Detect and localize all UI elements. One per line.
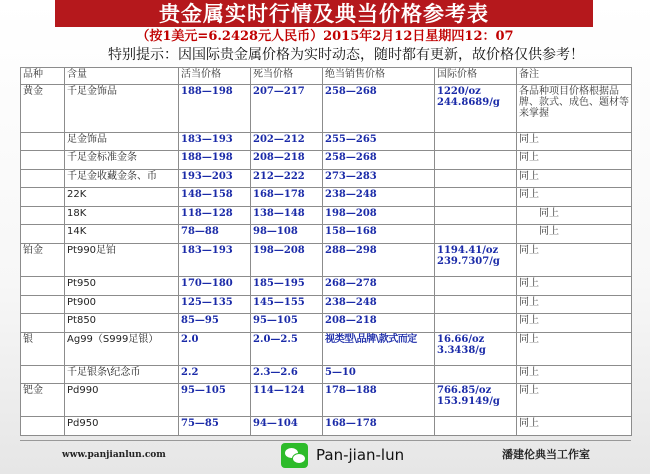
cell-name: Pd950 — [65, 417, 179, 436]
cell-live: 2.0 — [179, 332, 251, 365]
cell-intl: 16.66/oz 3.3438/g — [435, 332, 517, 365]
cell-dead: 168—178 — [251, 188, 323, 207]
footer-website: www.panjianlun.com — [62, 450, 166, 460]
table-row — [21, 276, 632, 295]
table-row — [21, 188, 632, 207]
cell-sale: 255—265 — [323, 132, 435, 151]
cell-sale: 178—188 — [323, 384, 435, 417]
footer-wechat-id: Pan-jian-lun — [316, 446, 405, 464]
cell-name: Pt950 — [65, 276, 179, 295]
cell-kind — [21, 295, 65, 314]
cell-sale: 158—168 — [323, 225, 435, 244]
cell-kind — [21, 132, 65, 151]
cell-dead: 207—217 — [251, 85, 323, 133]
cell-name: 千足金标准金条 — [65, 151, 179, 170]
cell-dead: 212—222 — [251, 169, 323, 188]
cell-dead: 145—155 — [251, 295, 323, 314]
cell-dead: 95—105 — [251, 314, 323, 333]
cell-dead: 114—124 — [251, 384, 323, 417]
cell-note: 同上 — [517, 295, 632, 314]
col-header-kind: 品种 — [21, 68, 65, 85]
wechat-icon — [281, 443, 308, 468]
cell-kind: 银 — [21, 332, 65, 365]
cell-live: 193—203 — [179, 169, 251, 188]
cell-name: Pt850 — [65, 314, 179, 333]
cell-kind — [21, 314, 65, 333]
exchange-rate-subtitle: （按1美元=6.2428元人民币）2015年2月12日星期四12：07 — [136, 29, 514, 44]
cell-intl — [435, 314, 517, 333]
cell-sale: 273—283 — [323, 169, 435, 188]
cell-kind — [21, 206, 65, 225]
table-row — [21, 85, 632, 133]
cell-live: 75—85 — [179, 417, 251, 436]
cell-live: 188—198 — [179, 151, 251, 170]
cell-dead: 2.3—2.6 — [251, 365, 323, 384]
col-header-dead-price: 死当价格 — [251, 68, 323, 85]
table-row — [21, 243, 632, 276]
cell-name: 14K — [65, 225, 179, 244]
cell-kind — [21, 365, 65, 384]
cell-dead: 98—108 — [251, 225, 323, 244]
cell-intl — [435, 188, 517, 207]
cell-name: Pd990 — [65, 384, 179, 417]
cell-live: 125—135 — [179, 295, 251, 314]
cell-live: 85—95 — [179, 314, 251, 333]
cell-name: 18K — [65, 206, 179, 225]
cell-live: 118—128 — [179, 206, 251, 225]
cell-dead: 185—195 — [251, 276, 323, 295]
cell-note: 同上 — [517, 169, 632, 188]
cell-note: 同上 — [517, 276, 632, 295]
cell-kind: 黄金 — [21, 85, 65, 133]
cell-note: 同上 — [517, 206, 632, 225]
cell-dead: 202—212 — [251, 132, 323, 151]
cell-dead: 198—208 — [251, 243, 323, 276]
col-header-note: 备注 — [517, 68, 632, 85]
cell-kind: 铂金 — [21, 243, 65, 276]
price-table — [20, 67, 632, 436]
cell-sale: 238—248 — [323, 188, 435, 207]
cell-intl — [435, 225, 517, 244]
cell-dead: 138—148 — [251, 206, 323, 225]
cell-note: 同上 — [517, 188, 632, 207]
cell-intl — [435, 417, 517, 436]
cell-live: 170—180 — [179, 276, 251, 295]
cell-kind — [21, 276, 65, 295]
cell-dead: 208—218 — [251, 151, 323, 170]
cell-live: 183—193 — [179, 243, 251, 276]
cell-sale: 168—178 — [323, 417, 435, 436]
table-row — [21, 332, 632, 365]
cell-note: 同上 — [517, 243, 632, 276]
cell-kind — [21, 151, 65, 170]
cell-note: 各品种项目价格根据品牌、款式、成色、题材等来掌握 — [517, 85, 632, 133]
cell-intl — [435, 365, 517, 384]
cell-sale: 258—268 — [323, 85, 435, 133]
cell-name: 22K — [65, 188, 179, 207]
cell-kind — [21, 225, 65, 244]
cell-sale: 268—278 — [323, 276, 435, 295]
cell-live: 148—158 — [179, 188, 251, 207]
table-header-row — [21, 68, 632, 85]
cell-note: 同上 — [517, 132, 632, 151]
cell-live: 95—105 — [179, 384, 251, 417]
col-header-live-price: 活当价格 — [179, 68, 251, 85]
table-row — [21, 314, 632, 333]
cell-kind: 钯金 — [21, 384, 65, 417]
cell-intl: 766.85/oz 153.9149/g — [435, 384, 517, 417]
table-row — [21, 384, 632, 417]
cell-note: 同上 — [517, 151, 632, 170]
cell-intl — [435, 169, 517, 188]
footer-divider — [20, 440, 631, 441]
cell-intl: 1220/oz 244.8689/g — [435, 85, 517, 133]
cell-name: 千足金饰品 — [65, 85, 179, 133]
table-row — [21, 225, 632, 244]
cell-note: 同上 — [517, 417, 632, 436]
cell-name: Pt990足铂 — [65, 243, 179, 276]
cell-sale: 208—218 — [323, 314, 435, 333]
table-row — [21, 169, 632, 188]
cell-note: 同上 — [517, 314, 632, 333]
cell-name: 千足金收藏金条、币 — [65, 169, 179, 188]
cell-intl: 1194.41/oz 239.7307/g — [435, 243, 517, 276]
table-row — [21, 417, 632, 436]
col-header-intl-price: 国际价格 — [435, 68, 517, 85]
cell-note: 同上 — [517, 384, 632, 417]
cell-sale: 198—208 — [323, 206, 435, 225]
cell-live: 2.2 — [179, 365, 251, 384]
cell-intl — [435, 132, 517, 151]
page-title: 贵金属实时行情及典当价格参考表 — [55, 0, 593, 27]
cell-name: Pt900 — [65, 295, 179, 314]
table-row — [21, 365, 632, 384]
cell-kind — [21, 169, 65, 188]
cell-intl — [435, 151, 517, 170]
cell-sale: 258—268 — [323, 151, 435, 170]
col-header-sale-price: 绝当销售价格 — [323, 68, 435, 85]
cell-note: 同上 — [517, 332, 632, 365]
cell-sale: 5—10 — [323, 365, 435, 384]
table-row — [21, 206, 632, 225]
cell-live: 188—198 — [179, 85, 251, 133]
table-row — [21, 295, 632, 314]
table-row — [21, 132, 632, 151]
cell-name: Ag99（S999足银） — [65, 332, 179, 365]
cell-sale: 288—298 — [323, 243, 435, 276]
cell-sale: 视类型\品牌\款式而定 — [323, 332, 435, 365]
cell-kind — [21, 188, 65, 207]
cell-name: 千足银条\纪念币 — [65, 365, 179, 384]
cell-live: 183—193 — [179, 132, 251, 151]
special-notice: 特别提示：因国际贵金属价格为实时动态，随时都有更新，故价格仅供参考！ — [108, 47, 584, 63]
cell-dead: 94—104 — [251, 417, 323, 436]
col-header-content: 含量 — [65, 68, 179, 85]
cell-note: 同上 — [517, 365, 632, 384]
cell-sale: 238—248 — [323, 295, 435, 314]
cell-intl — [435, 295, 517, 314]
cell-intl — [435, 206, 517, 225]
cell-kind — [21, 417, 65, 436]
footer-studio-name: 潘建伦典当工作室 — [502, 448, 590, 461]
table-row — [21, 151, 632, 170]
cell-note: 同上 — [517, 225, 632, 244]
cell-dead: 2.0—2.5 — [251, 332, 323, 365]
cell-name: 足金饰品 — [65, 132, 179, 151]
cell-live: 78—88 — [179, 225, 251, 244]
cell-intl — [435, 276, 517, 295]
